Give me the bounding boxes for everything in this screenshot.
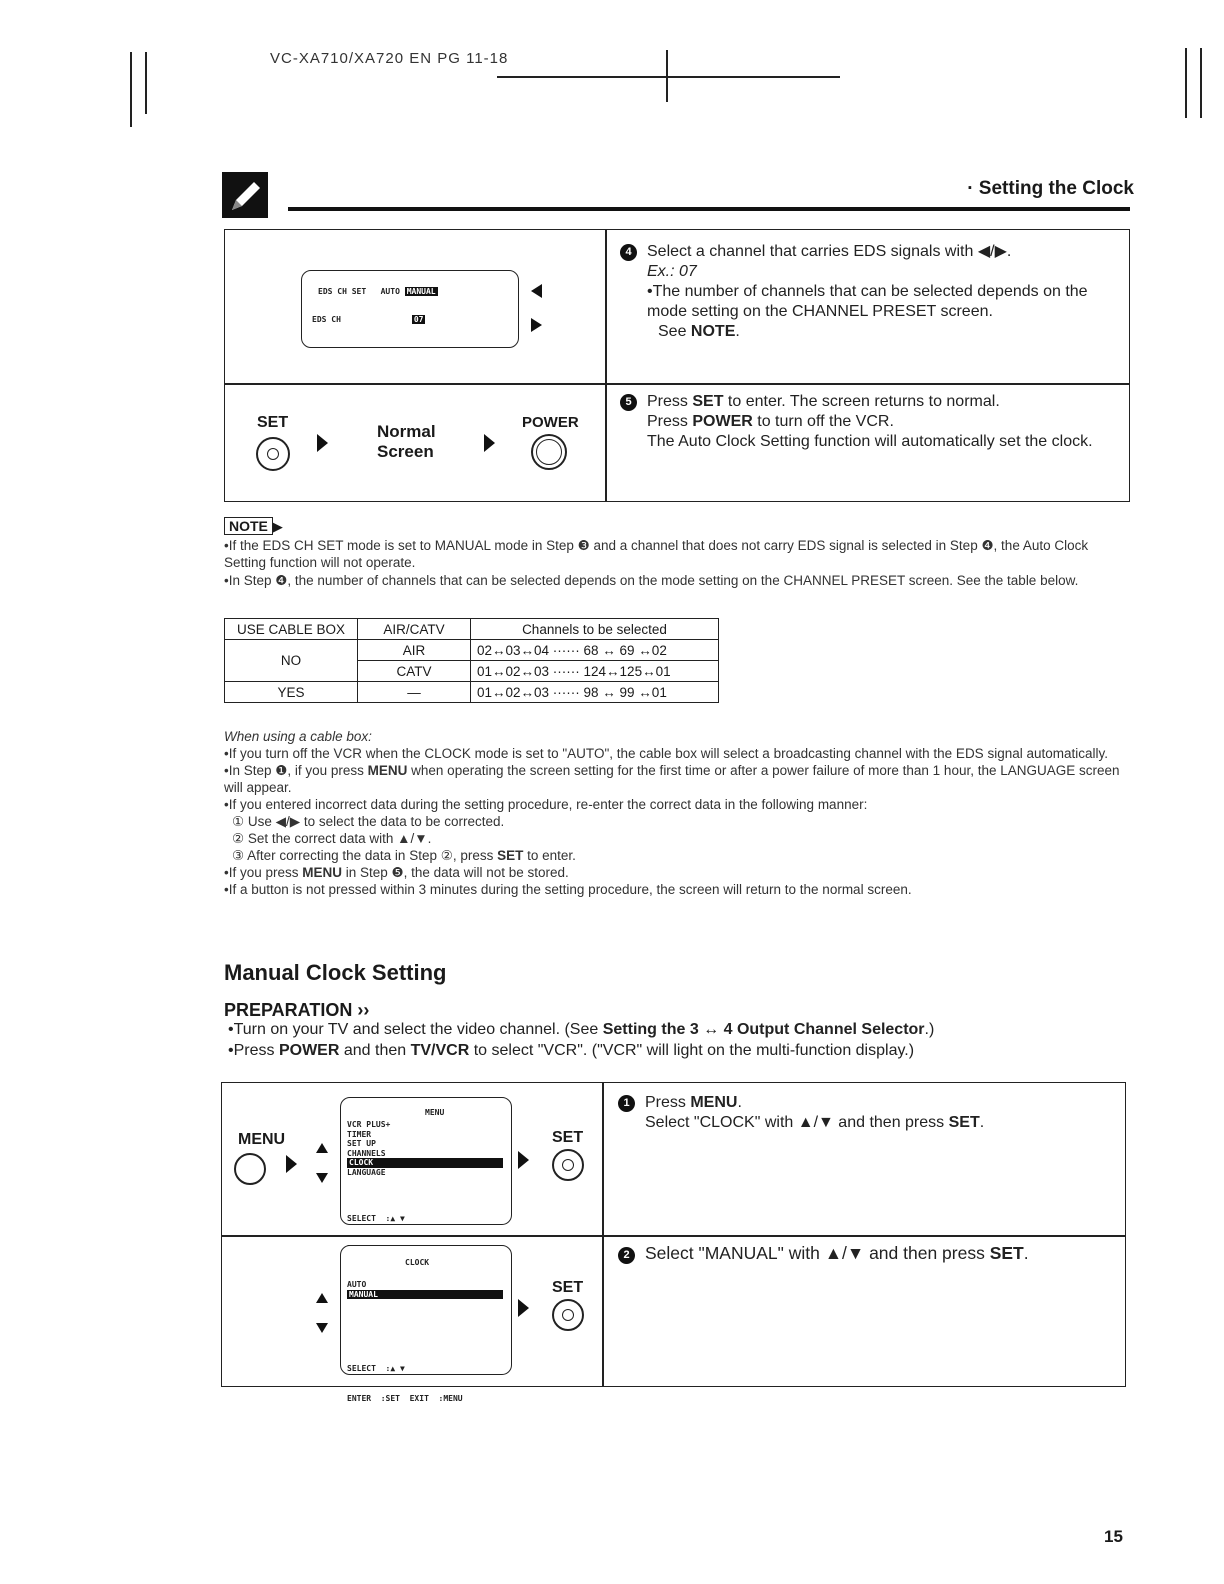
cable-sub-3-pre: ③ After correcting the data in Step ②, press xyxy=(232,848,498,863)
cable-bullet-3: •If you entered incorrect data during the setting procedure, re-enter the correct data in the following manner: xyxy=(224,797,868,812)
step-5-line1: Press xyxy=(647,393,693,410)
table-cell: — xyxy=(358,682,471,703)
table-cell: 02↔03↔04 ······ 68 ↔ 69 ↔02 xyxy=(471,640,719,661)
table-cell: CATV xyxy=(358,661,471,682)
note-label-text: NOTE xyxy=(224,517,273,535)
normal-screen-label: Normal Screen xyxy=(377,422,436,461)
osd-menu-item: LANGUAGE xyxy=(347,1167,386,1177)
preparation-heading: PREPARATION ›› xyxy=(224,1000,370,1020)
manual-step-2-number: 2 xyxy=(618,1247,635,1264)
table-header: Channels to be selected xyxy=(471,619,719,640)
menu-button xyxy=(234,1153,266,1185)
cable-sub-1: ① Use ◀/▶ to select the data to be corrected. xyxy=(232,814,505,829)
manual-step-2-set: SET xyxy=(989,1243,1024,1263)
osd-eds-line1: EDS CH SET AUTO xyxy=(318,287,400,296)
cable-sub-2: ② Set the correct data with ▲/▼. xyxy=(232,831,432,846)
osd-clock-screen xyxy=(340,1245,512,1403)
arrow-right-icon xyxy=(317,434,328,452)
power-button xyxy=(531,434,567,470)
step-4-bullet: •The number of channels that can be selected depends on the mode setting on the CHANNEL PRESET screen. xyxy=(647,283,1088,320)
manual-step-1-line1: Press xyxy=(645,1094,691,1111)
osd-menu-item: TIMER xyxy=(347,1129,372,1139)
step-4-example: Ex.: 07 xyxy=(647,263,697,280)
note-bullet-1: •If the EDS CH SET mode is set to MANUAL mode in Step ❸ and a channel that does not carry EDS signal is selected in Step ❹, the Auto Clock Setting function will not operate. xyxy=(224,538,1089,570)
left-arrow-icon xyxy=(531,284,542,298)
note-label: NOTE ▶ xyxy=(224,517,283,536)
set-button xyxy=(552,1149,584,1181)
title-rule xyxy=(288,207,1130,211)
cable-sub-3-post: to enter. xyxy=(523,848,576,863)
cable-bullet-2-post: when operating the screen setting for the first time or after a power failure of more than 1 hour, the LANGUAGE screen will appear. xyxy=(224,763,1120,795)
cable-bullet-5: •If a button is not pressed within 3 minutes during the setting procedure, the screen will return to the normal screen. xyxy=(224,882,912,897)
step-4-number: 4 xyxy=(620,244,637,261)
osd-channel-highlight: 07 xyxy=(413,315,424,324)
crop-mark-right-2 xyxy=(1200,48,1202,118)
cable-bullet-4-post: in Step ❺, the data will not be stored. xyxy=(342,865,569,880)
step-4-see-note: NOTE xyxy=(690,323,736,340)
osd-menu-title: MENU xyxy=(425,1108,445,1117)
up-arrow-icon xyxy=(316,1143,328,1153)
osd-menu-item: VCR PLUS+ xyxy=(347,1120,391,1129)
osd-menu-footer-1: SELECT :▲ ▼ xyxy=(347,1214,405,1223)
table-cell: NO xyxy=(225,640,358,682)
manual-step-1-line2-end: . xyxy=(979,1114,985,1131)
table-cell: YES xyxy=(225,682,358,703)
cable-bullet-4 xyxy=(224,864,1130,881)
set-button xyxy=(552,1299,584,1331)
up-arrow-icon xyxy=(316,1293,328,1303)
manual-step-1-line2: Select "CLOCK" with ▲/▼ and then press xyxy=(645,1114,949,1131)
osd-menu-screen xyxy=(340,1097,512,1225)
document-code: VC-XA710/XA720 EN PG 11-18 xyxy=(270,50,509,67)
manual-step-1-menu: MENU xyxy=(690,1094,738,1111)
table-cell: 01↔02↔03 ······ 124↔125↔01 xyxy=(471,661,719,682)
osd-clock-footer-1: SELECT :▲ ▼ xyxy=(347,1364,405,1373)
manual-step-2-line1: Select "MANUAL" with ▲/▼ and then press xyxy=(645,1243,990,1263)
crop-mark-top-line xyxy=(497,76,840,78)
channels-table xyxy=(224,618,719,703)
menu-label: MENU xyxy=(238,1131,286,1148)
osd-menu-item: SET UP xyxy=(347,1139,376,1148)
step-5-line3: The Auto Clock Setting function will automatically set the clock. xyxy=(647,433,1093,450)
cable-bullet-4-menu: MENU xyxy=(302,865,343,880)
cable-bullet-2-pre: •In Step ❶, if you press xyxy=(224,763,368,778)
set-label: SET xyxy=(257,414,289,431)
preparation-line-2 xyxy=(228,1042,914,1060)
table-header: AIR/CATV xyxy=(358,619,471,640)
pen-icon xyxy=(222,172,268,218)
arrow-right-icon xyxy=(484,434,495,452)
page-number: 15 xyxy=(1104,1527,1123,1546)
cable-heading: When using a cable box: xyxy=(224,729,372,744)
prep-1-post: .) xyxy=(924,1021,935,1038)
prep-1-pre: •Turn on your TV and select the video channel. (See xyxy=(228,1021,603,1038)
section-title: · Setting the Clock xyxy=(967,178,1134,199)
step-4-line1: Select a channel that carries EDS signals with ◀/▶. xyxy=(647,243,1012,260)
cable-bullet-4-pre: •If you press xyxy=(224,865,303,880)
osd-manual-highlight: MANUAL xyxy=(406,287,436,296)
cable-bullet-2-menu: MENU xyxy=(367,763,408,778)
step-5-line2: Press xyxy=(647,413,693,430)
step-5-set: SET xyxy=(692,393,724,410)
step-5-line1-end: to enter. The screen returns to normal. xyxy=(723,393,1000,410)
osd-clock-footer-2: ENTER :SET EXIT :MENU xyxy=(347,1394,463,1403)
osd-clock-item: AUTO xyxy=(347,1280,367,1289)
prep-2-post: to select "VCR". ("VCR" will light on the multi-function display.) xyxy=(469,1042,915,1059)
osd-clock-item-selected: MANUAL xyxy=(347,1290,503,1300)
right-arrow-icon xyxy=(531,318,542,332)
manual-step-1-line1-end: . xyxy=(737,1094,742,1111)
osd-menu-item: CHANNELS xyxy=(347,1148,386,1158)
arrow-right-icon xyxy=(518,1299,529,1317)
arrow-right-icon xyxy=(518,1151,529,1169)
table-header: USE CABLE BOX xyxy=(225,619,358,640)
crop-mark-left-2 xyxy=(145,52,147,114)
manual-step-1-number: 1 xyxy=(618,1095,635,1112)
arrow-right-icon xyxy=(286,1155,297,1173)
down-arrow-icon xyxy=(316,1173,328,1183)
down-arrow-icon xyxy=(316,1323,328,1333)
manual-step-2-line1-end: . xyxy=(1023,1243,1029,1263)
crop-mark-left xyxy=(130,52,132,127)
manual-step-1-set: SET xyxy=(948,1114,980,1131)
set-label: SET xyxy=(552,1129,584,1146)
steps-4-5-box xyxy=(224,229,1130,502)
prep-2-tvvcr: TV/VCR xyxy=(410,1042,470,1059)
cable-box-notes xyxy=(224,728,1130,898)
set-label: SET xyxy=(552,1279,584,1296)
osd-eds-screen xyxy=(301,270,519,348)
osd-menu-item-selected: CLOCK xyxy=(347,1158,503,1168)
step-5-line2-end: to turn off the VCR. xyxy=(752,413,894,430)
note-bullet-2: •In Step ❹, the number of channels that can be selected depends on the mode setting on the CHANNEL PRESET screen. See the table below. xyxy=(224,573,1079,588)
step-4-see-end: . xyxy=(735,323,740,340)
osd-clock-title: CLOCK xyxy=(405,1258,430,1267)
prep-2-power: POWER xyxy=(278,1042,340,1059)
table-cell: 01↔02↔03 ······ 98 ↔ 99 ↔01 xyxy=(471,682,719,703)
power-label: POWER xyxy=(522,414,579,431)
manual-steps-box xyxy=(221,1082,1126,1403)
cable-sub-3-set: SET xyxy=(497,848,524,863)
prep-1-bold: Setting the 3 ↔ 4 Output Channel Selector xyxy=(602,1021,925,1038)
preparation-line-1 xyxy=(228,1021,934,1039)
crop-mark-right xyxy=(1185,48,1187,118)
step-4-see: See xyxy=(658,323,691,340)
osd-eds-line2: EDS CH xyxy=(312,315,341,324)
step-5-power: POWER xyxy=(692,413,753,430)
cable-bullet-1: •If you turn off the VCR when the CLOCK mode is set to "AUTO", the cable box will select a broadcasting channel with the EDS signal automatically. xyxy=(224,746,1108,761)
cable-bullet-2 xyxy=(224,762,1130,796)
cable-sub-3 xyxy=(224,847,1130,864)
prep-2-pre: •Press xyxy=(228,1042,279,1059)
prep-2-mid: and then xyxy=(339,1042,411,1059)
set-button xyxy=(256,437,290,471)
step-5-number: 5 xyxy=(620,394,637,411)
manual-heading: Manual Clock Setting xyxy=(224,960,447,985)
table-cell: AIR xyxy=(358,640,471,661)
